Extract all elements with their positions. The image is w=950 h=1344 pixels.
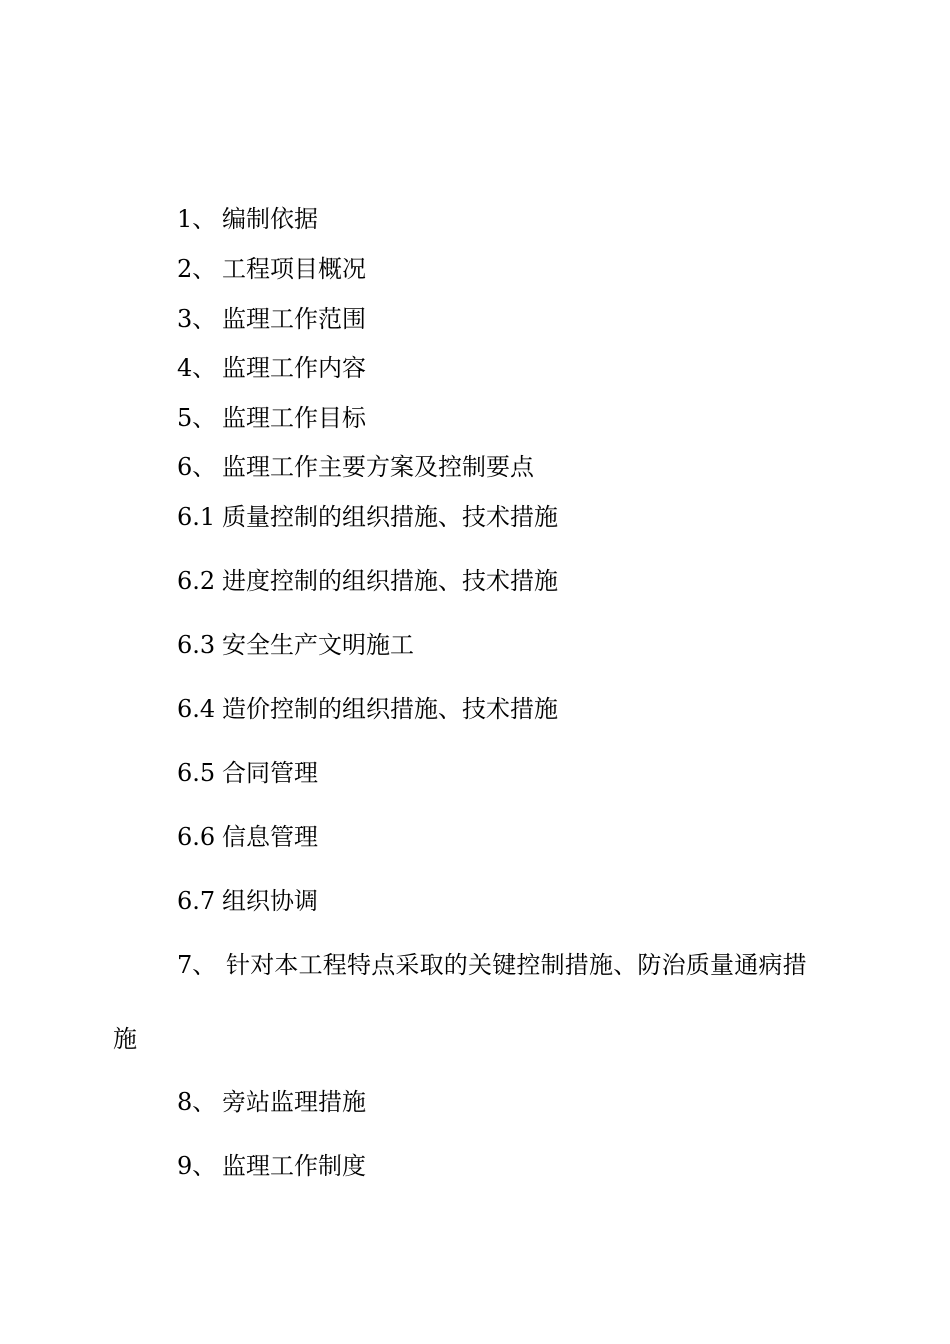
toc-item: [177, 1150, 366, 1182]
toc-item-title: 监理工作目标: [222, 404, 366, 432]
toc-item-number: 7、: [177, 951, 217, 979]
toc-item-number: 6.6: [177, 823, 216, 851]
toc-subitem: [177, 757, 318, 789]
toc-item: [177, 1086, 366, 1118]
toc-item: [177, 253, 366, 285]
toc-item-number: 5、: [177, 404, 217, 432]
toc-item-title: 监理工作主要方案及控制要点: [222, 453, 534, 481]
toc-item: [177, 352, 366, 384]
toc-subitem: [177, 821, 318, 853]
toc-item-title: 质量控制的组织措施、技术措施: [222, 503, 558, 531]
toc-item-title: 监理工作内容: [222, 354, 366, 382]
toc-subitem: [177, 693, 558, 725]
toc-item-title: 安全生产文明施工: [222, 631, 414, 659]
toc-item-number: 6.4: [177, 695, 216, 723]
toc-subitem: [177, 565, 558, 597]
toc-item-title: 造价控制的组织措施、技术措施: [222, 695, 558, 723]
toc-item-title: 针对本工程特点采取的关键控制措施、防治质量通病措: [226, 951, 807, 979]
toc-item-number: 3、: [177, 305, 217, 333]
toc-item: [177, 303, 366, 335]
toc-item-number: 6、: [177, 453, 217, 481]
toc-item: [177, 402, 366, 434]
toc-item-title: 合同管理: [222, 759, 318, 787]
toc-item-title: 组织协调: [222, 887, 318, 915]
toc-subitem: [177, 885, 318, 917]
toc-subitem: [177, 501, 558, 533]
toc-item: [177, 203, 318, 235]
toc-item-number: 8、: [177, 1088, 217, 1116]
toc-item: [177, 949, 867, 981]
toc-item: [177, 451, 534, 483]
toc-item-number: 6.2: [177, 567, 216, 595]
toc-subitem: [177, 629, 414, 661]
toc-item-title: 编制依据: [222, 205, 318, 233]
toc-item-continuation: 施: [113, 1025, 137, 1053]
toc-item-number: 6.5: [177, 759, 216, 787]
toc-item-title: 旁站监理措施: [222, 1088, 366, 1116]
toc-item-title: 进度控制的组织措施、技术措施: [222, 567, 558, 595]
toc-item-number: 6.1: [177, 503, 216, 531]
toc-item-number: 6.3: [177, 631, 216, 659]
toc-item-title: 监理工作制度: [222, 1152, 366, 1180]
toc-item-number: 4、: [177, 354, 217, 382]
toc-item-number: 9、: [177, 1152, 217, 1180]
toc-item-number: 6.7: [177, 887, 216, 915]
toc-item-number: 1、: [177, 205, 217, 233]
toc-item-title: 监理工作范围: [222, 305, 366, 333]
toc-item-number: 2、: [177, 255, 217, 283]
toc-item-title: 信息管理: [222, 823, 318, 851]
toc-item-title: 工程项目概况: [222, 255, 366, 283]
